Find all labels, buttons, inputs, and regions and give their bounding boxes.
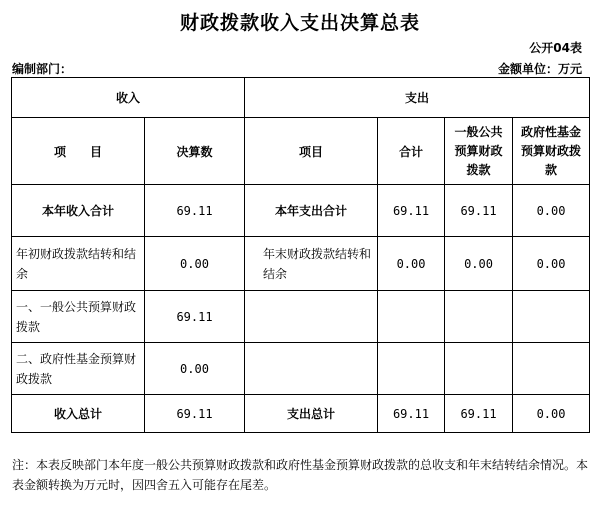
total-header: 合计: [378, 118, 445, 185]
row-label: 本年收入合计: [12, 185, 145, 237]
row-value: 0.00: [145, 343, 245, 395]
general-budget-header: 一般公共预算财政拨款: [445, 118, 513, 185]
table-row: [12, 343, 590, 395]
row-value: 69.11: [145, 185, 245, 237]
empty-cell: [378, 343, 445, 395]
footnote: 注：本表反映部门本年度一般公共预算财政拨款和政府性基金预算财政拨款的总收支和年末结转结余情况。本表金额转换为万元时，因四舍五入可能存在尾差。: [12, 458, 589, 492]
row-value: 0.00: [145, 237, 245, 291]
table-row: [12, 291, 590, 343]
finance-table: [11, 77, 590, 433]
form-code: 公开04表: [529, 41, 582, 55]
expense-header: 支出: [245, 78, 590, 118]
item-header: 项 目: [12, 118, 145, 185]
final-amount-header: 决算数: [145, 118, 245, 185]
row-label: 年末财政拨款结转和结余: [245, 237, 378, 291]
unit-label: 金额单位：万元: [497, 62, 582, 76]
row-value: 69.11: [445, 185, 513, 237]
table-row: [12, 395, 590, 433]
empty-cell: [445, 291, 513, 343]
row-label: 收入总计: [12, 395, 145, 433]
row-value: 0.00: [513, 395, 590, 433]
page-title: 财政拨款收入支出决算总表: [179, 12, 420, 34]
empty-cell: [245, 291, 378, 343]
row-value: 0.00: [513, 185, 590, 237]
income-header: 收入: [12, 78, 245, 118]
empty-cell: [378, 291, 445, 343]
table-row: [12, 237, 590, 291]
row-value: 69.11: [378, 395, 445, 433]
expense-item-header: 项目: [245, 118, 378, 185]
row-label: 年初财政拨款结转和结余: [12, 237, 145, 291]
row-value: 69.11: [145, 395, 245, 433]
row-label: 一、一般公共预算财政拨款: [12, 291, 145, 343]
row-value: 0.00: [445, 237, 513, 291]
gov-fund-header: 政府性基金预算财政拨款: [513, 118, 590, 185]
row-value: 0.00: [378, 237, 445, 291]
row-value: 69.11: [378, 185, 445, 237]
empty-cell: [513, 343, 590, 395]
table-row: [12, 185, 590, 237]
empty-cell: [245, 343, 378, 395]
row-value: 69.11: [445, 395, 513, 433]
empty-cell: [445, 343, 513, 395]
row-label: 二、政府性基金预算财政拨款: [12, 343, 145, 395]
row-value: 69.11: [145, 291, 245, 343]
row-label: 本年支出合计: [245, 185, 378, 237]
empty-cell: [513, 291, 590, 343]
row-value: 0.00: [513, 237, 590, 291]
dept-label: 编制部门：: [12, 62, 73, 76]
row-label: 支出总计: [245, 395, 378, 433]
